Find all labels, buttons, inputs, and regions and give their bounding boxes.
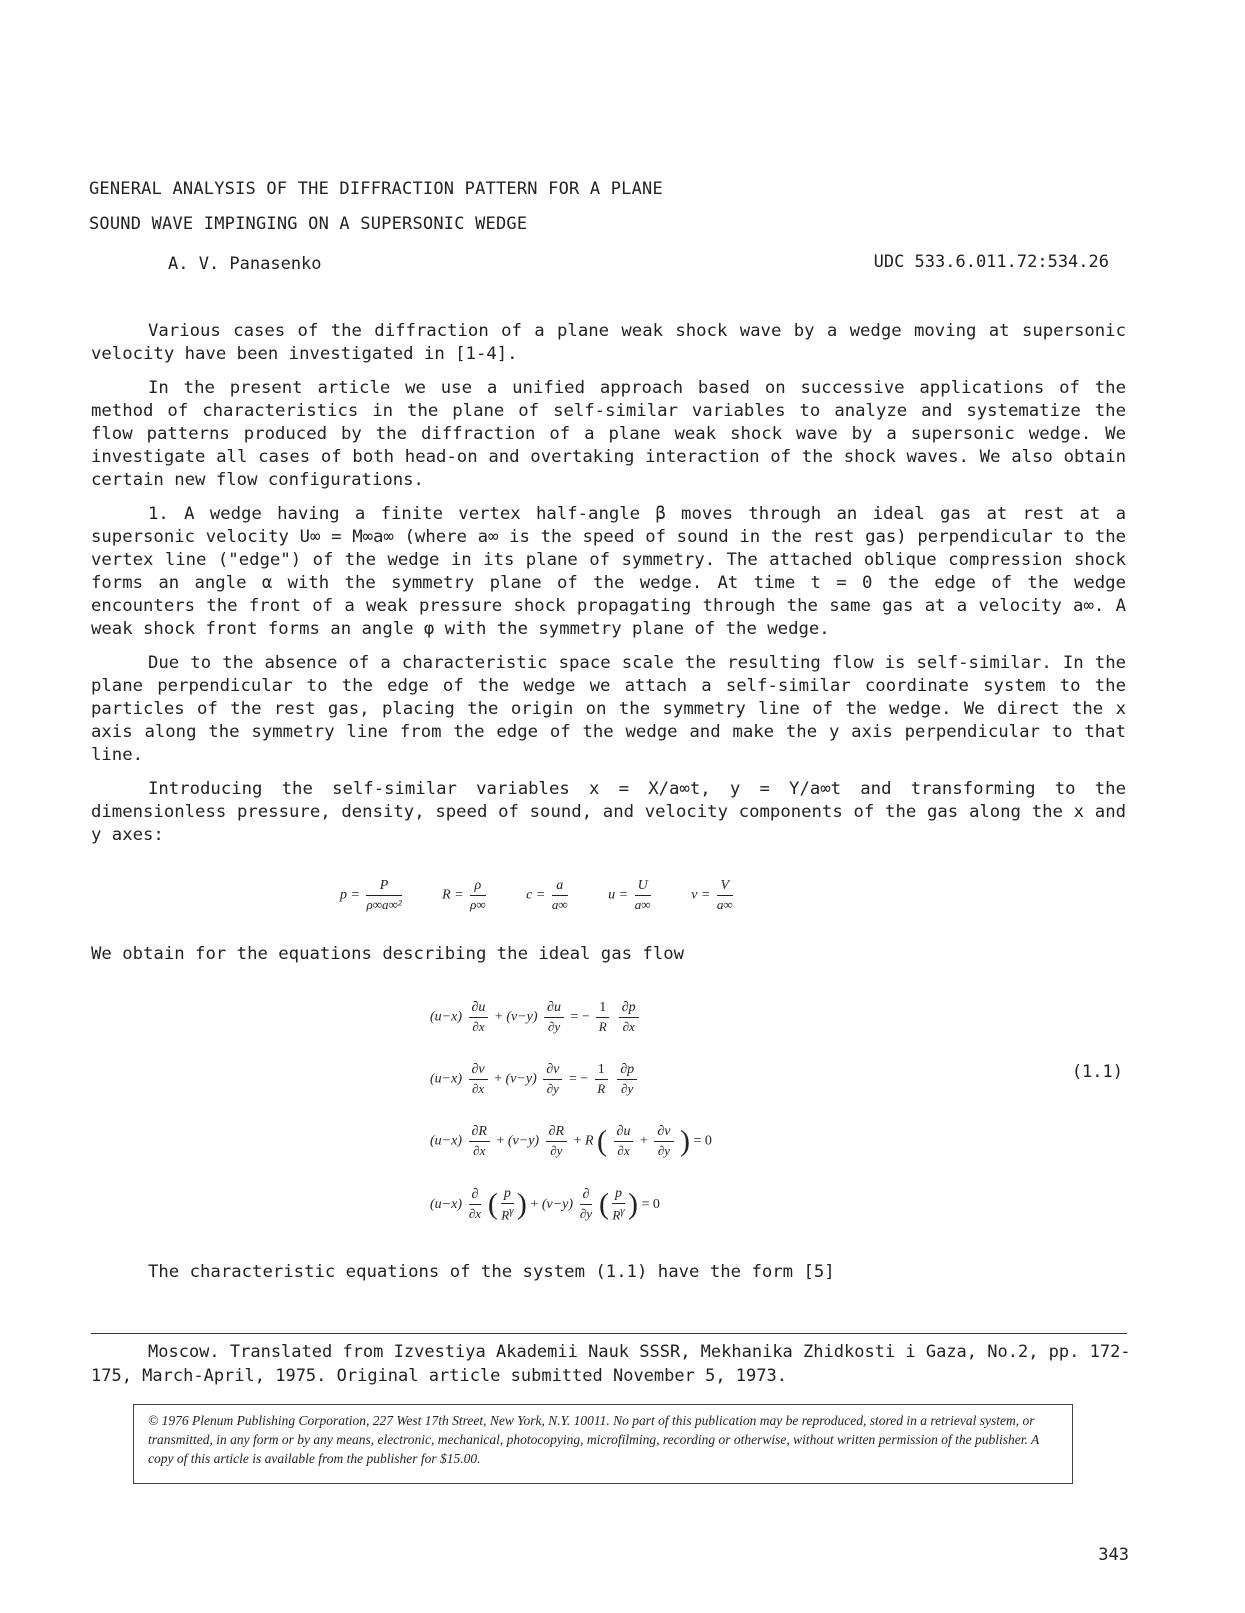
title-line-2: SOUND WAVE IMPINGING ON A SUPERSONIC WEDGE <box>89 214 528 234</box>
udc-code: UDC 533.6.011.72:534.26 <box>873 252 1109 272</box>
paragraph-approach: In the present article we use a unified approach based on successive applications of the method of characteristics in the plane of self-similar variables to analyze and systematize the flow patterns produced by the diffraction of a plane weak shock wave by a supersonic wedge. We investigate all cases of both head-on and overtaking interaction of the shock waves. We also obtain certain new flow configurations. <box>91 378 1126 490</box>
characteristic-sentence: The characteristic equations of the system (1.1) have the form [5] <box>148 1262 835 1282</box>
paragraph-wedge: 1. A wedge having a finite vertex half-angle β moves through an ideal gas at rest at a supersonic velocity U∞ = M∞a∞ (where a∞ is the speed of sound in the rest gas) perpendicular to the vertex line ("edge") of the wedge in its plane of symmetry. The attached oblique compression shock forms an angle α with the symmetry plane of the wedge. At time t = 0 the edge of the wedge encounters the front of a weak pressure shock propagating through the same gas at a velocity a∞. A weak shock front forms an angle φ with the symmetry plane of the wedge. <box>91 504 1126 639</box>
footnote-text: Moscow. Translated from Izvestiya Akademii Nauk SSSR, Mekhanika Zhidkosti i Gaza, No.2, pp. 172-175, March-April, 1975. Original article submitted November 5, 1973. <box>91 1342 1131 1386</box>
footnote-divider <box>91 1333 1127 1334</box>
author-name: A. V. Panasenko <box>168 254 322 274</box>
copyright-text: © 1976 Plenum Publishing Corporation, 227 West 17th Street, New York, N.Y. 10011. No part of this publication may be reproduced, stored in a retrieval system, or transmitted, in any form or by any means, electronic, mechanical, photocopying, microfilming, recording or otherwise, without written permission of the publisher. A copy of this article is available from the publisher for $15.00. <box>148 1413 1040 1466</box>
article-body <box>91 320 1126 858</box>
def-density: R = $\frac{\rho}{\rho\infty}$ <box>442 878 486 912</box>
obtain-sentence: We obtain for the equations describing the ideal gas flow <box>91 944 685 964</box>
equation-system <box>430 1000 712 1248</box>
equation-4: (u−x) $\frac{\partial}{\partial x}$ ( $\frac{p}{R^\gamma}$ ) + (v−y) $\frac{\partial}{\partial y}$ ( $\frac{p}{R^\gamma}$ ) = 0 <box>430 1186 660 1223</box>
equation-number: (1.1) <box>1071 1062 1123 1082</box>
copyright-box <box>133 1404 1073 1484</box>
paragraph-variables: Introducing the self-similar variables x = X/a∞t, y = Y/a∞t and transforming to the dimensionless pressure, density, speed of sound, and velocity components of the gas along the x and y axes: <box>91 779 1126 845</box>
page-number: 343 <box>1098 1545 1129 1565</box>
footnote <box>91 1340 1141 1388</box>
equation-1: (u−x) $\frac{\partial u}{\partial x}$ + (v−y) $\frac{\partial u}{\partial y}$ = − $\frac{1}{R}$ $\frac{\partial p}{\partial x}$ <box>430 1000 712 1062</box>
def-velocity-v: v = $\frac{V}{a\infty}$ <box>691 878 733 912</box>
def-pressure: p = $\frac{P}{\text{ρ∞a∞²}}$ <box>340 878 402 912</box>
equation-3: (u−x) $\frac{\partial R}{\partial x}$ + (v−y) $\frac{\partial R}{\partial y}$ + R ( $\frac{\partial u}{\partial x}$ + $\frac{\partial v}{\partial y}$ ) = 0 <box>430 1124 712 1158</box>
article-title <box>89 172 663 242</box>
paragraph-self-similar: Due to the absence of a characteristic space scale the resulting flow is self-similar. In the plane perpendicular to the edge of the wedge we attach a self-similar coordinate system to the particles of the rest gas, placing the origin on the symmetry line of the wedge. We direct the x axis along the symmetry line from the edge of the wedge and make the y axis perpendicular to that line. <box>91 653 1126 765</box>
equation-2: (u−x) $\frac{\partial v}{\partial x}$ + (v−y) $\frac{\partial v}{\partial y}$ = − $\frac{1}{R}$ $\frac{\partial p}{\partial y}$ <box>430 1062 712 1124</box>
def-sound-speed: c = $\frac{a}{a\infty}$ <box>526 878 568 912</box>
paragraph-intro: Various cases of the diffraction of a plane weak shock wave by a wedge moving at supersonic velocity have been investigated in [1-4]. <box>91 321 1126 364</box>
dimensionless-definitions <box>340 878 770 913</box>
title-line-1: GENERAL ANALYSIS OF THE DIFFRACTION PATTERN FOR A PLANE <box>89 179 663 199</box>
def-velocity-u: u = $\frac{U}{a\infty}$ <box>608 878 651 912</box>
